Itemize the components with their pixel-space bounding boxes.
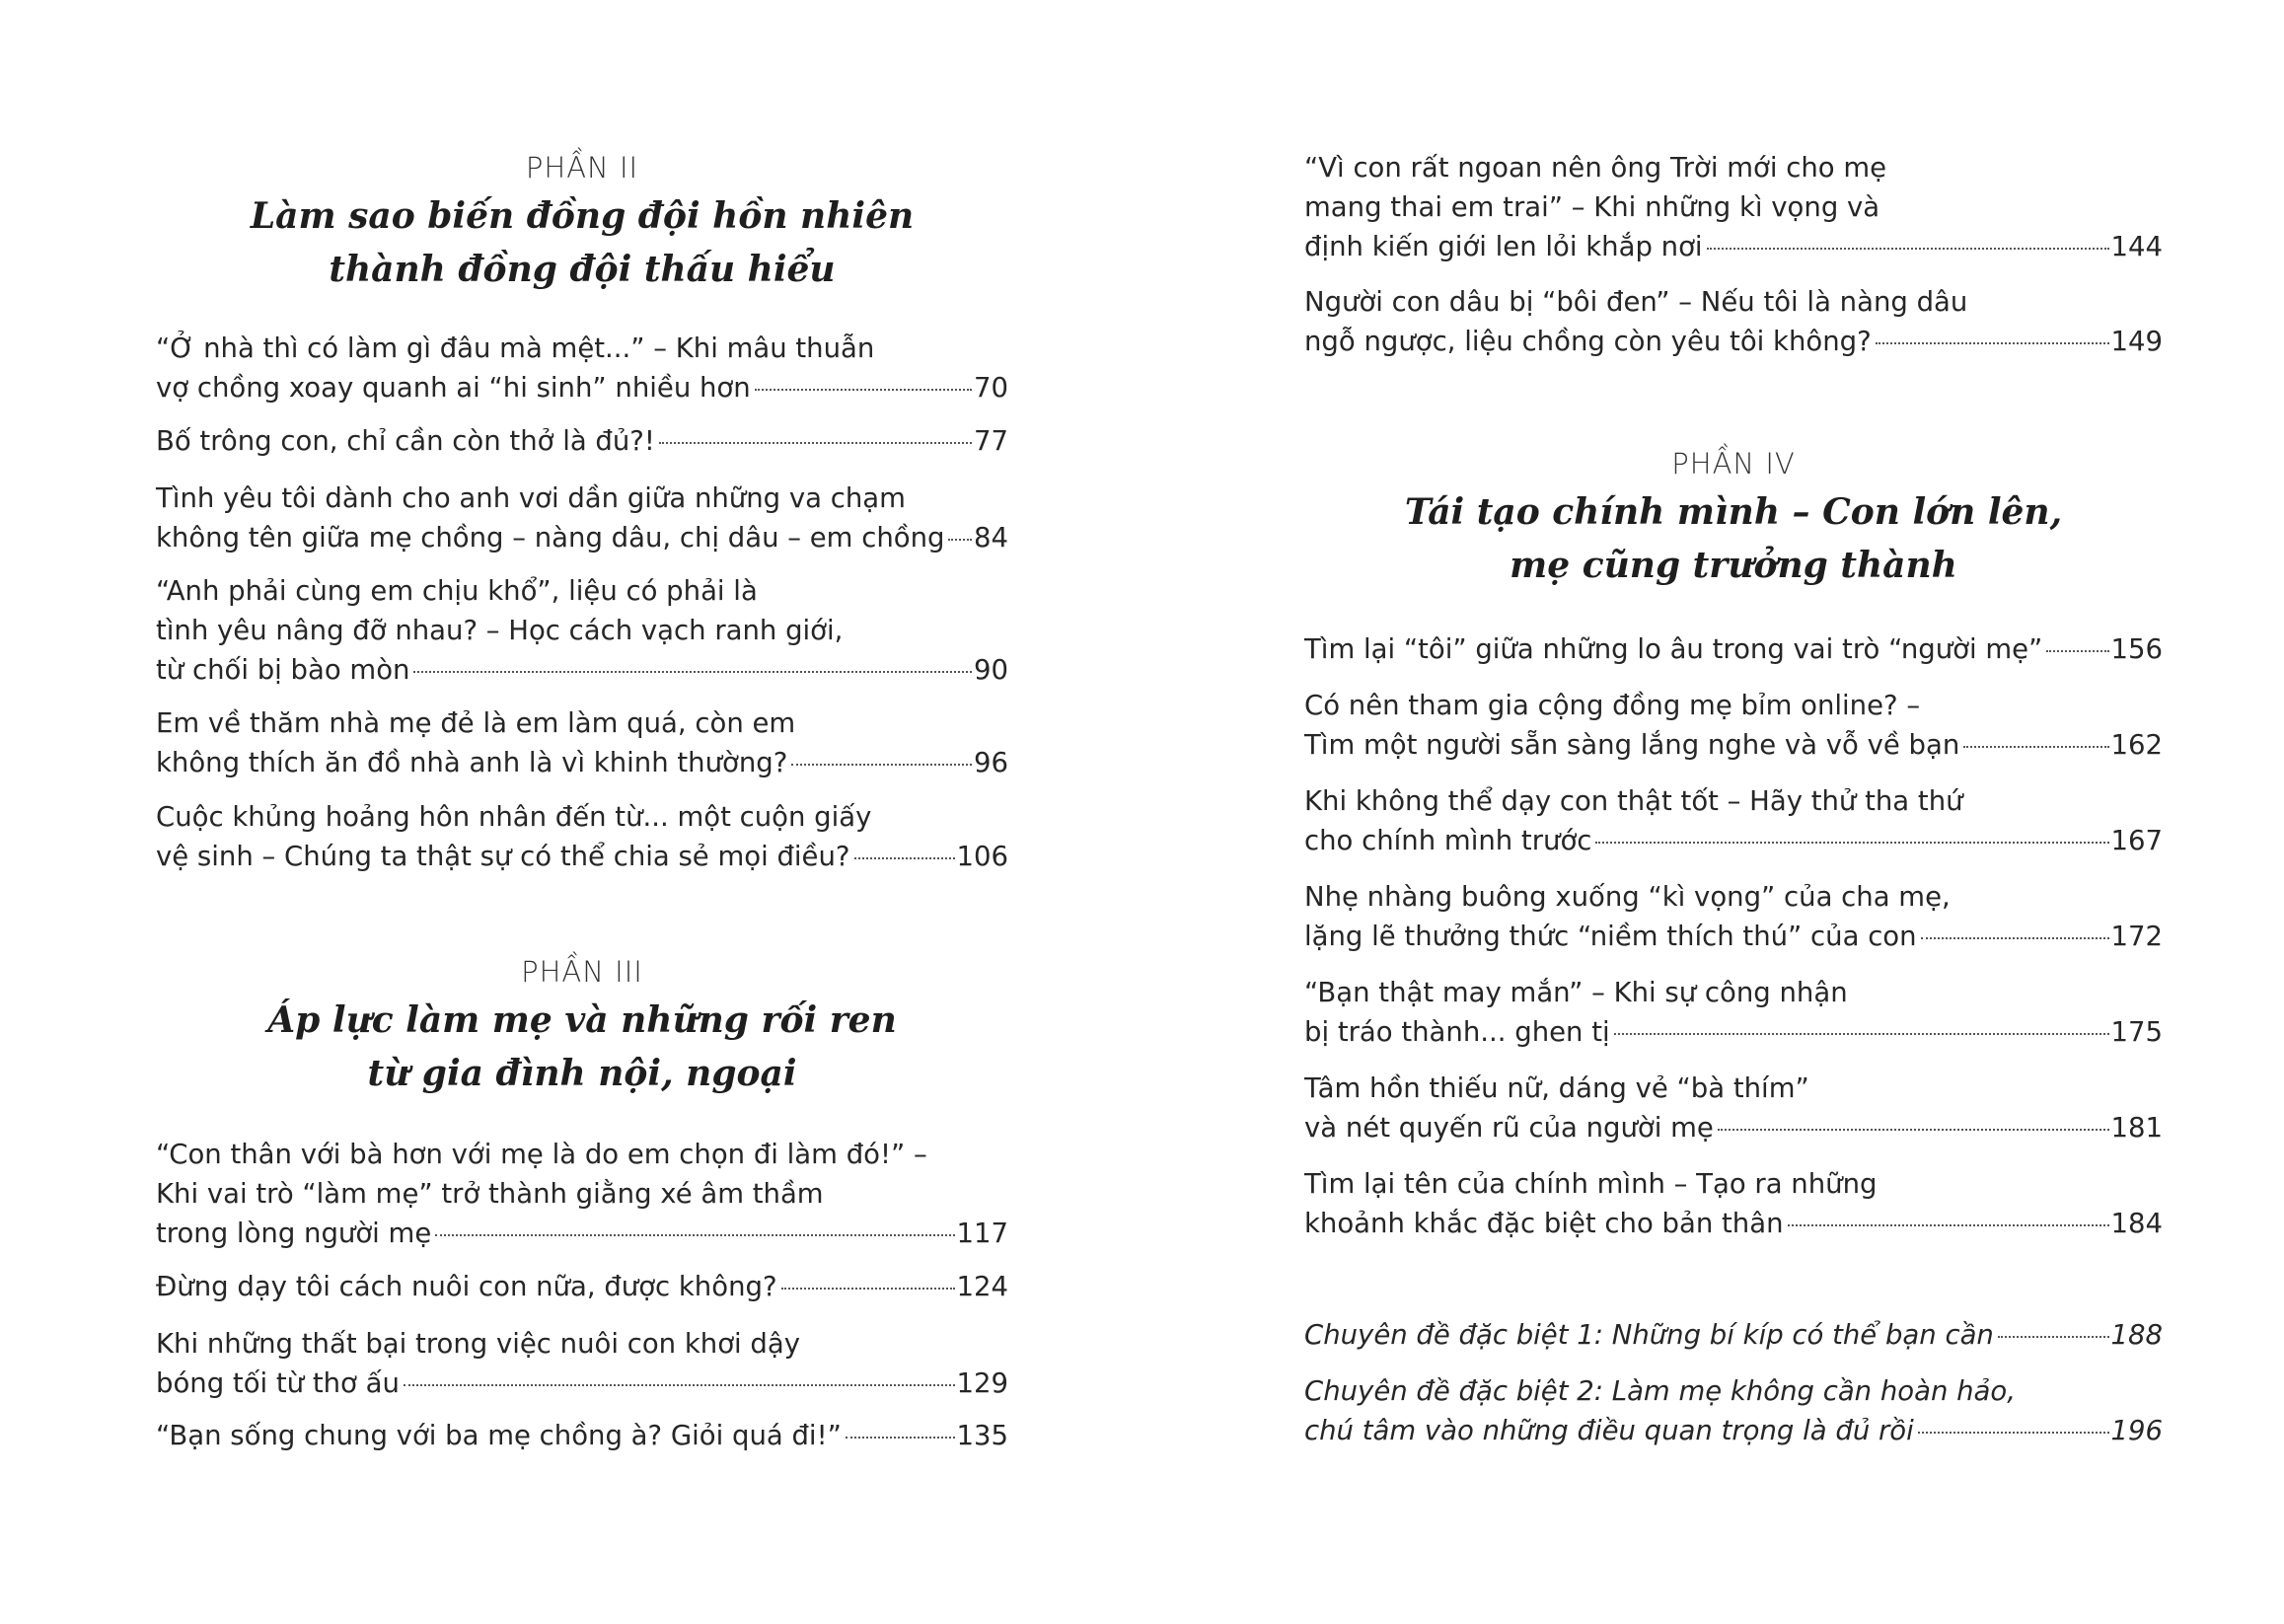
toc-entry[interactable] bbox=[156, 329, 1008, 407]
entry-line: “Anh phải cùng em chịu khổ”, liệu có phải là bbox=[156, 575, 758, 607]
entry-line: Tâm hồn thiếu nữ, dáng vẻ “bà thím” bbox=[1304, 1072, 1809, 1104]
entry-line: trong lòng người mẹ bbox=[156, 1218, 432, 1249]
part-label: PHẦN III bbox=[521, 955, 643, 989]
dot-leader bbox=[1718, 1129, 2109, 1131]
entry-line: bóng tối từ thơ ấu bbox=[156, 1367, 400, 1399]
toc-entry[interactable] bbox=[156, 703, 1008, 782]
part-title bbox=[1304, 485, 2163, 592]
part-3-heading bbox=[156, 952, 1008, 1100]
toc-entry[interactable] bbox=[1304, 282, 2163, 361]
toc-entry[interactable] bbox=[156, 797, 1008, 876]
entry-line: Tình yêu tôi dành cho anh vơi dần giữa những va chạm bbox=[156, 482, 906, 514]
dot-leader bbox=[413, 671, 972, 673]
page-number: 196 bbox=[2110, 1415, 2163, 1446]
part-title-line: thành đồng đội thấu hiểu bbox=[329, 249, 836, 290]
toc-entry[interactable] bbox=[1304, 973, 2163, 1052]
entry-line: chú tâm vào những điều quan trọng là đủ rồi bbox=[1304, 1415, 1914, 1446]
part-title-line: mẹ cũng trưởng thành bbox=[1510, 545, 1957, 586]
part-title-line: Làm sao biến đồng đội hồn nhiên bbox=[250, 195, 915, 237]
dot-leader bbox=[846, 1437, 955, 1439]
page-number: 184 bbox=[2110, 1208, 2163, 1239]
entry-line: lặng lẽ thưởng thức “niềm thích thú” của con bbox=[1304, 921, 1917, 952]
toc-entry[interactable] bbox=[1304, 686, 2163, 765]
entry-line: Cuộc khủng hoảng hôn nhân đến từ... một cuộn giấy bbox=[156, 801, 872, 833]
entry-line: Nhẹ nhàng buông xuống “kì vọng” của cha mẹ, bbox=[1304, 881, 1951, 913]
page-number: 129 bbox=[956, 1367, 1008, 1399]
page-number: 188 bbox=[2110, 1319, 2163, 1351]
toc-entry[interactable] bbox=[156, 479, 1008, 557]
dot-leader bbox=[1921, 937, 2109, 939]
toc-entry[interactable] bbox=[1304, 148, 2163, 266]
page-number: 117 bbox=[956, 1218, 1008, 1249]
entry-line: khoảnh khắc đặc biệt cho bản thân bbox=[1304, 1208, 1784, 1239]
part-title-line: Tái tạo chính mình – Con lớn lên, bbox=[1404, 491, 2063, 533]
entry-line: tình yêu nâng đỡ nhau? – Học cách vạch ranh giới, bbox=[156, 615, 844, 646]
part-title bbox=[156, 189, 1008, 296]
entry-line: bị tráo thành... ghen tị bbox=[1304, 1016, 1610, 1048]
toc-entry[interactable] bbox=[1304, 629, 2163, 669]
entry-line: Đừng dạy tôi cách nuôi con nữa, được không? bbox=[156, 1271, 777, 1302]
dot-leader bbox=[1788, 1224, 2109, 1226]
dot-leader bbox=[1918, 1432, 2109, 1434]
page-number: 175 bbox=[2110, 1016, 2163, 1048]
entry-line: “Ở nhà thì có làm gì đâu mà mệt...” – Khi mâu thuẫn bbox=[156, 332, 875, 364]
toc-entry[interactable] bbox=[1304, 781, 2163, 860]
toc-entry[interactable] bbox=[156, 1267, 1008, 1306]
part-title-line: từ gia đình nội, ngoại bbox=[367, 1053, 797, 1094]
toc-entry[interactable] bbox=[156, 1324, 1008, 1403]
page-number: 96 bbox=[974, 747, 1008, 778]
toc-entry[interactable] bbox=[156, 1416, 1008, 1455]
entry-line: ngỗ ngược, liệu chồng còn yêu tôi không? bbox=[1304, 326, 1872, 357]
toc-entry[interactable] bbox=[156, 571, 1008, 690]
part-title bbox=[156, 994, 1008, 1100]
dot-leader bbox=[1595, 842, 2108, 844]
entry-line: vệ sinh – Chúng ta thật sự có thể chia sẻ mọi điều? bbox=[156, 841, 850, 872]
entry-line: Khi những thất bại trong việc nuôi con khơi dậy bbox=[156, 1328, 800, 1360]
dot-leader bbox=[1614, 1033, 2109, 1035]
dot-leader bbox=[1876, 342, 2109, 344]
part-label: PHẦN IV bbox=[1671, 447, 1796, 480]
entry-line: Khi vai trò “làm mẹ” trở thành giằng xé âm thầm bbox=[156, 1178, 824, 1210]
dot-leader bbox=[854, 857, 955, 859]
entry-line: và nét quyến rũ của người mẹ bbox=[1304, 1112, 1714, 1144]
page-number: 149 bbox=[2110, 326, 2163, 357]
right-page bbox=[1142, 0, 2284, 1624]
part-title-line: Áp lực làm mẹ và những rối ren bbox=[267, 999, 897, 1041]
entry-line: Khi không thể dạy con thật tốt – Hãy thử tha thứ bbox=[1304, 785, 1963, 817]
dot-leader bbox=[435, 1234, 954, 1236]
toc-entry[interactable] bbox=[1304, 877, 2163, 956]
page-number: 84 bbox=[974, 522, 1008, 554]
entry-line: Tìm lại “tôi” giữa những lo âu trong vai trò “người mẹ” bbox=[1304, 633, 2043, 665]
page-number: 90 bbox=[974, 654, 1008, 686]
dot-leader bbox=[791, 764, 972, 766]
toc-entry[interactable] bbox=[1304, 1164, 2163, 1243]
page-number: 144 bbox=[2110, 231, 2163, 262]
entry-line: định kiến giới len lỏi khắp nơi bbox=[1304, 231, 1703, 262]
entry-line: không tên giữa mẹ chồng – nàng dâu, chị dâu – em chồng bbox=[156, 522, 945, 554]
page-number: 172 bbox=[2110, 921, 2163, 952]
entry-line: “Vì con rất ngoan nên ông Trời mới cho mẹ bbox=[1304, 152, 1887, 184]
part-4-heading bbox=[1304, 444, 2163, 592]
page-number: 106 bbox=[956, 841, 1008, 872]
page-number: 162 bbox=[2110, 729, 2163, 761]
toc-entry[interactable] bbox=[156, 421, 1008, 461]
entry-line: “Bạn sống chung với ba mẹ chồng à? Giỏi quá đi!” bbox=[156, 1420, 842, 1451]
dot-leader bbox=[404, 1384, 955, 1386]
entry-line: không thích ăn đồ nhà anh là vì khinh thường? bbox=[156, 747, 788, 778]
dot-leader bbox=[2046, 650, 2108, 652]
entry-line: Em về thăm nhà mẹ đẻ là em làm quá, còn em bbox=[156, 707, 796, 739]
entry-line: Tìm một người sẵn sàng lắng nghe và vỗ về bạn bbox=[1304, 729, 1960, 761]
dot-leader bbox=[948, 539, 972, 541]
entry-line: “Bạn thật may mắn” – Khi sự công nhận bbox=[1304, 977, 1848, 1008]
dot-leader bbox=[659, 442, 972, 444]
dot-leader bbox=[781, 1288, 955, 1290]
special-topic-entry[interactable] bbox=[1304, 1315, 2163, 1355]
entry-line: Bố trông con, chỉ cần còn thở là đủ?! bbox=[156, 425, 655, 457]
page-number: 156 bbox=[2110, 633, 2163, 665]
entry-line: Chuyên đề đặc biệt 2: Làm mẹ không cần hoàn hảo, bbox=[1304, 1375, 2016, 1407]
toc-entry[interactable] bbox=[156, 1135, 1008, 1253]
page-number: 167 bbox=[2110, 825, 2163, 856]
dot-leader bbox=[1707, 248, 2109, 250]
page-number: 124 bbox=[956, 1271, 1008, 1302]
entry-line: Có nên tham gia cộng đồng mẹ bỉm online? – bbox=[1304, 690, 1921, 721]
page-number: 77 bbox=[974, 425, 1008, 457]
dot-leader bbox=[1963, 746, 2108, 748]
entry-line: Chuyên đề đặc biệt 1: Những bí kíp có thể bạn cần bbox=[1304, 1319, 1994, 1351]
special-topic-entry[interactable] bbox=[1304, 1371, 2163, 1450]
entry-line: Người con dâu bị “bôi đen” – Nếu tôi là nàng dâu bbox=[1304, 286, 1968, 318]
page-number: 181 bbox=[2110, 1112, 2163, 1144]
toc-entry[interactable] bbox=[1304, 1069, 2163, 1147]
entry-line: từ chối bị bào mòn bbox=[156, 654, 410, 686]
page-number: 135 bbox=[956, 1420, 1008, 1451]
part-label: PHẦN II bbox=[525, 151, 639, 185]
entry-line: “Con thân với bà hơn với mẹ là do em chọn đi làm đó!” – bbox=[156, 1139, 927, 1170]
page-number: 70 bbox=[974, 372, 1008, 404]
dot-leader bbox=[1998, 1336, 2109, 1338]
entry-line: cho chính mình trước bbox=[1304, 825, 1592, 856]
entry-line: vợ chồng xoay quanh ai “hi sinh” nhiều hơn bbox=[156, 372, 751, 404]
entry-line: mang thai em trai” – Khi những kì vọng và bbox=[1304, 191, 1880, 223]
entry-line: Tìm lại tên của chính mình – Tạo ra những bbox=[1304, 1168, 1878, 1200]
dot-leader bbox=[755, 389, 972, 391]
part-2-heading bbox=[156, 148, 1008, 296]
